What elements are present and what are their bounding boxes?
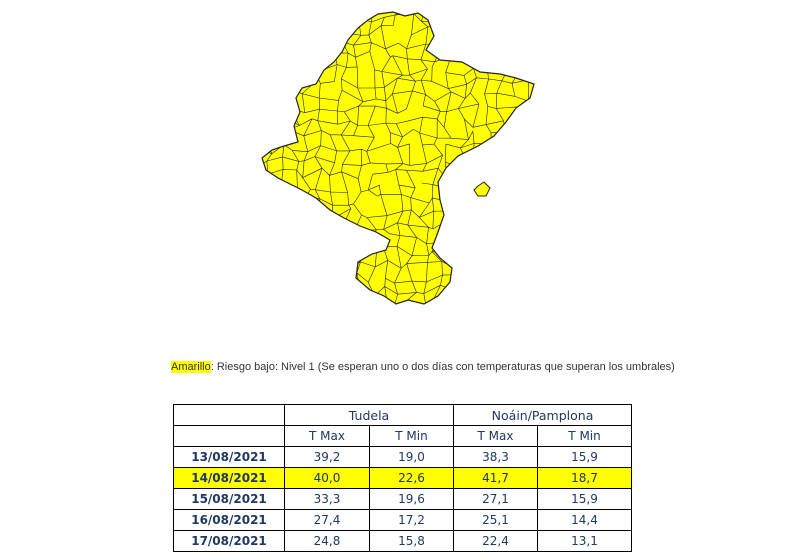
corner-cell	[174, 405, 285, 426]
risk-legend	[171, 361, 675, 373]
date-cell: 13/08/2021	[174, 447, 285, 468]
table-row	[174, 447, 632, 468]
value-cell: 38,3	[454, 447, 538, 468]
subheader-cell: T Min	[538, 426, 632, 447]
value-cell: 24,8	[285, 531, 370, 552]
variable-header-row	[174, 426, 632, 447]
corner-cell	[174, 426, 285, 447]
value-cell: 40,0	[285, 468, 370, 489]
value-cell: 33,3	[285, 489, 370, 510]
value-cell: 15,9	[538, 447, 632, 468]
date-cell: 17/08/2021	[174, 531, 285, 552]
value-cell: 13,1	[538, 531, 632, 552]
table-row	[174, 510, 632, 531]
value-cell: 25,1	[454, 510, 538, 531]
station-header-tudela: Tudela	[285, 405, 454, 426]
value-cell: 27,1	[454, 489, 538, 510]
subheader-cell: T Min	[370, 426, 454, 447]
value-cell: 18,7	[538, 468, 632, 489]
petilla-enclave	[474, 182, 490, 196]
value-cell: 22,6	[370, 468, 454, 489]
value-cell: 39,2	[285, 447, 370, 468]
station-header-pamplona: Noáin/Pamplona	[454, 405, 632, 426]
table-row	[174, 531, 632, 552]
table-row	[174, 489, 632, 510]
navarra-region	[249, 0, 547, 310]
value-cell: 19,0	[370, 447, 454, 468]
legend-description: : Riesgo bajo: Nivel 1 (Se esperan uno o dos días con temperaturas que superan los umbrales)	[210, 361, 675, 373]
value-cell: 17,2	[370, 510, 454, 531]
value-cell: 27,4	[285, 510, 370, 531]
date-cell: 16/08/2021	[174, 510, 285, 531]
temperature-table	[173, 404, 632, 552]
value-cell: 41,7	[454, 468, 538, 489]
value-cell: 14,4	[538, 510, 632, 531]
station-header-row	[174, 405, 632, 426]
subheader-cell: T Max	[454, 426, 538, 447]
date-cell: 14/08/2021	[174, 468, 285, 489]
value-cell: 22,4	[454, 531, 538, 552]
date-cell: 15/08/2021	[174, 489, 285, 510]
subheader-cell: T Max	[285, 426, 370, 447]
value-cell: 19,6	[370, 489, 454, 510]
legend-level-label: Amarillo	[171, 361, 211, 373]
value-cell: 15,9	[538, 489, 632, 510]
table-row-highlighted	[174, 468, 632, 489]
value-cell: 15,8	[370, 531, 454, 552]
